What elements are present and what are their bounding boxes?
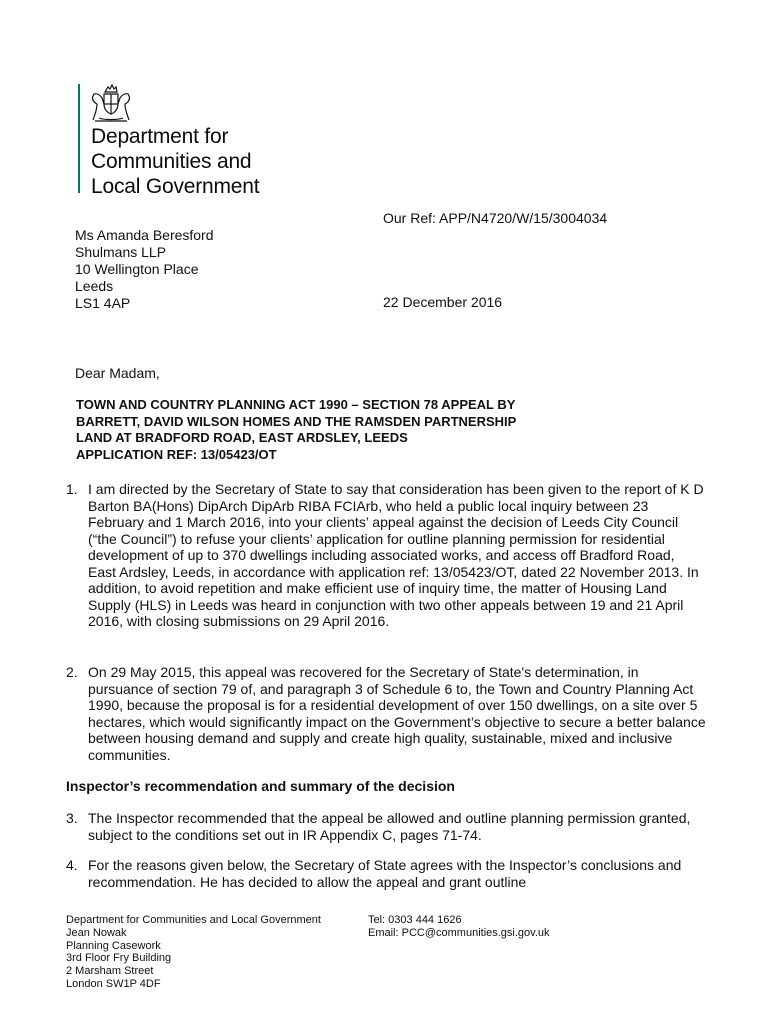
paragraph-number: 4. bbox=[66, 857, 78, 873]
address-line: Shulmans LLP bbox=[75, 244, 167, 260]
royal-coat-of-arms-icon bbox=[87, 80, 135, 124]
subject-line: APPLICATION REF: 13/05423/OT bbox=[76, 446, 277, 462]
paragraph-number: 2. bbox=[66, 664, 78, 680]
subject-line: LAND AT BRADFORD ROAD, EAST ARDSLEY, LEEDS bbox=[76, 430, 408, 445]
footer-line: Department for Communities and Local Government bbox=[66, 914, 321, 926]
footer-line: London SW1P 4DF bbox=[66, 977, 161, 990]
paragraph-4 bbox=[66, 857, 706, 890]
paragraph-text: On 29 May 2015, this appeal was recovered for the Secretary of State's determination, in pursuance of section 79 of, and paragraph 3 of Schedule 6 to, the Town and Country Planning Act 1990, because the proposal is for a residential development of over 150 dwellings, on a site over 5 hectares, which would significantly impact on the Government’s objective to secure a better balance between housing demand and supply and create high quality, sustainable, mixed and inclusive communities. bbox=[88, 664, 706, 763]
address-line: Leeds bbox=[75, 278, 114, 294]
paragraph-1 bbox=[66, 481, 706, 630]
subject-heading bbox=[76, 397, 516, 463]
footer-line: 3rd Floor Fry Building bbox=[66, 952, 172, 965]
subject-line: TOWN AND COUNTRY PLANNING ACT 1990 – SECTION 78 APPEAL BY bbox=[76, 397, 516, 412]
footer-telephone: Tel: 0303 444 1626 bbox=[368, 914, 462, 926]
footer-email: Email: PCC@communities.gsi.gov.uk bbox=[368, 926, 550, 939]
salutation: Dear Madam, bbox=[75, 365, 160, 381]
paragraph-text: The Inspector recommended that the appeal be allowed and outline planning permission granted, subject to the conditions set out in IR Appendix C, pages 71-74. bbox=[88, 810, 691, 843]
paragraph-2 bbox=[66, 664, 706, 763]
logo-bar bbox=[78, 84, 80, 193]
paragraph-text: For the reasons given below, the Secretary of State agrees with the Inspector’s conclusions and recommendation. He has decided to allow the appeal and grant outline bbox=[88, 857, 682, 890]
our-reference: Our Ref: APP/N4720/W/15/3004034 bbox=[383, 210, 608, 226]
footer-line: 2 Marsham Street bbox=[66, 965, 154, 978]
address-line: Ms Amanda Beresford bbox=[75, 227, 214, 243]
paragraph-3 bbox=[66, 810, 706, 843]
dept-line-1: Department for bbox=[91, 125, 229, 148]
address-line: 10 Wellington Place bbox=[75, 261, 199, 277]
letter-date: 22 December 2016 bbox=[383, 294, 503, 310]
recipient-address bbox=[75, 227, 214, 312]
paragraph-number: 3. bbox=[66, 810, 78, 826]
department-name bbox=[91, 124, 259, 199]
paragraph-number: 1. bbox=[66, 481, 78, 497]
section-heading: Inspector’s recommendation and summary of the decision bbox=[66, 778, 455, 794]
footer-address bbox=[66, 914, 321, 991]
dept-line-2: Communities and bbox=[91, 150, 252, 173]
paragraph-text: I am directed by the Secretary of State to say that consideration has been given to the report of K D Barton BA(Hons) DipArch DipArb RIBA FCIArb, who held a public local inquiry between 23 February and 1 March 2016, into your clients’ appeal against the decision of Leeds City Council (“the Council”) to refuse your clients’ application for outline planning permission for residential development of up to 370 dwellings including associated works, and access off Bradford Road, East Ardsley, Leeds, in accordance with application ref: 13/05423/OT, dated 22 November 2013. In addition, to avoid repetition and make efficient use of inquiry time, the matter of Housing Land Supply (HLS) in Leeds was heard in conjunction with two other appeals between 19 and 21 April 2016, with closing submissions on 29 April 2016. bbox=[88, 481, 704, 629]
address-line: LS1 4AP bbox=[75, 295, 131, 311]
dept-line-3: Local Government bbox=[91, 175, 260, 198]
footer-line: Jean Nowak bbox=[66, 926, 127, 939]
footer-contact bbox=[368, 914, 550, 940]
subject-line: BARRETT, DAVID WILSON HOMES AND THE RAMSDEN PARTNERSHIP bbox=[76, 413, 517, 429]
footer-line: Planning Casework bbox=[66, 939, 161, 952]
